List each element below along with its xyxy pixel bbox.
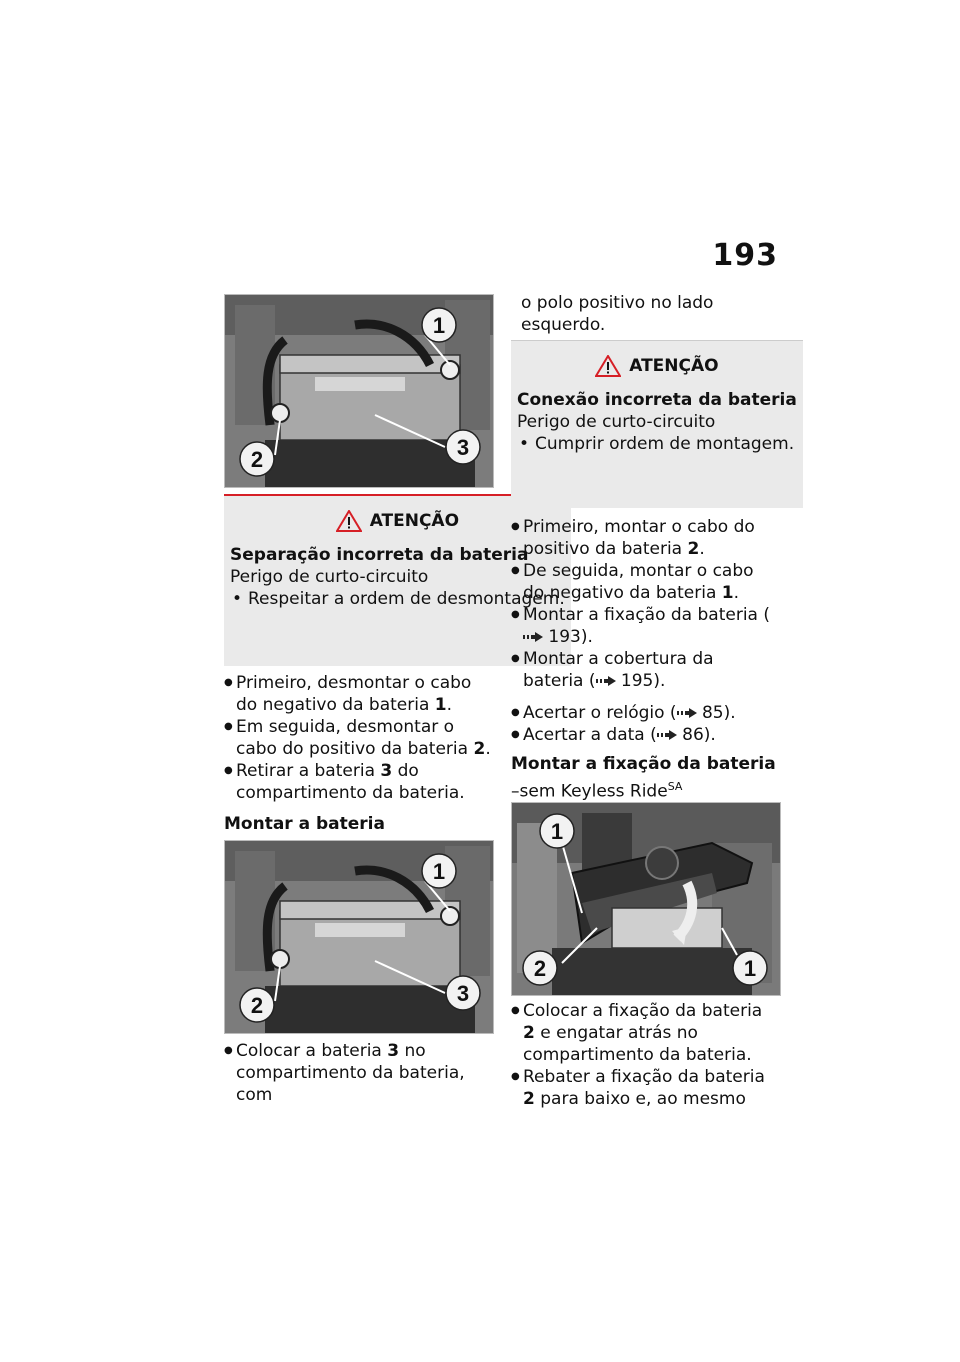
step-ref-number: 2: [473, 739, 486, 759]
page-reference[interactable]: 86).: [682, 725, 716, 745]
step-text: Montar a fixação da bateria: [523, 605, 758, 625]
figure-label: 2: [250, 447, 264, 472]
page-reference[interactable]: 85).: [701, 703, 736, 723]
assembly-steps: [511, 516, 779, 692]
figure-label: 1: [743, 956, 757, 981]
step-end: e engatar atrás no compartimento da bateria.: [523, 1023, 752, 1065]
figure-label: 1: [550, 819, 564, 844]
optional-equipment-badge: SA: [667, 780, 683, 793]
install-step-left: [224, 1040, 492, 1106]
warning-title: Conexão incorreta da bateria: [517, 390, 797, 410]
battery-install-figure: [224, 840, 494, 1034]
list-item: [224, 1040, 492, 1106]
warning-triangle-icon: [595, 355, 621, 377]
bracket-steps: [511, 1000, 779, 1110]
figure-label: 3: [456, 435, 470, 460]
list-item: [511, 1066, 779, 1110]
warning-label: ATENÇÃO: [629, 356, 719, 376]
step-text: De seguida, montar o cabo do negativo da bateria: [523, 561, 754, 603]
step-ref-number: 2: [523, 1089, 535, 1109]
step-ref-number: 2: [687, 539, 700, 559]
reference-arrow-icon: [596, 676, 616, 686]
battery-bracket-figure: [511, 802, 781, 996]
step-text: Rebater a fixação da bateria: [523, 1067, 765, 1087]
list-item: [224, 716, 492, 760]
step-end: do compartimento da bateria.: [236, 761, 465, 803]
step-ref-number: 3: [380, 761, 393, 781]
step-end: .: [699, 539, 705, 559]
reference-arrow-icon: [523, 632, 543, 642]
section-heading-install-battery: Montar a bateria: [224, 814, 385, 834]
warning-action: • Cumprir ordem de montagem.: [517, 433, 797, 455]
list-item: [511, 516, 779, 560]
warning-triangle-icon: [336, 510, 362, 532]
step-ref-number: 3: [387, 1041, 400, 1061]
step-ref-number: 1: [721, 583, 734, 603]
list-item: [511, 1000, 779, 1066]
clock-steps: [511, 702, 779, 746]
warning-action: • Respeitar a ordem de desmontagem.: [230, 588, 565, 610]
section-subheading: [511, 776, 779, 803]
step-text: Em seguida, desmontar o cabo do positivo da bateria: [236, 717, 469, 759]
reference-arrow-icon: [677, 708, 697, 718]
list-item: ● Montar a fixação da bateria ( 193).: [511, 604, 779, 648]
step-text: Colocar a fixação da bateria: [523, 1001, 763, 1021]
continuation-text: o polo positivo no lado esquerdo.: [521, 293, 714, 335]
warning-title: Separação incorreta da bateria: [230, 545, 529, 565]
step-text: Acertar a data (: [523, 725, 657, 745]
step-text: Montar a cobertura da bateria: [523, 649, 714, 691]
step-text: Retirar a bateria: [236, 761, 375, 781]
step-end: no compartimento da bateria, com: [236, 1041, 465, 1105]
list-item: [511, 702, 779, 724]
step-text: Acertar o relógio (: [523, 703, 677, 723]
warning-label: ATENÇÃO: [369, 511, 460, 531]
step-text: Primeiro, desmontar o cabo do negativo da bateria: [236, 673, 472, 715]
step-text: Primeiro, montar o cabo do positivo da bateria: [523, 517, 755, 559]
figure-label: 1: [432, 859, 446, 884]
warning-box-assembly: [511, 340, 803, 508]
warning-header: [517, 355, 797, 377]
section-sub-text: –sem Keyless Ride: [511, 781, 668, 802]
reference-arrow-icon: [657, 730, 677, 740]
page-reference[interactable]: 195).: [620, 671, 666, 691]
disassembly-steps: [224, 672, 492, 804]
figure-label: 2: [533, 956, 547, 981]
figure-label: 1: [432, 313, 446, 338]
page-reference[interactable]: 193).: [548, 627, 593, 647]
page-number: 193: [712, 238, 778, 273]
list-item: [224, 760, 492, 804]
step-ref-number: 2: [523, 1023, 535, 1043]
list-item: [511, 560, 779, 604]
step-ref-number: 1: [434, 695, 447, 715]
step-text: Colocar a bateria: [236, 1041, 382, 1061]
list-item: ● Montar a cobertura da bateria ( 195).: [511, 648, 779, 692]
warning-hazard: Perigo de curto-circuito: [230, 567, 429, 587]
step-end: para baixo e, ao mesmo: [534, 1089, 746, 1109]
section-heading-install-bracket: Montar a fixação da bateria: [511, 754, 776, 774]
step-end: .: [733, 583, 740, 603]
figure-label: 3: [456, 981, 470, 1006]
step-end: .: [485, 739, 491, 759]
list-item: [224, 672, 492, 716]
figure-label: 2: [250, 993, 264, 1018]
warning-hazard: Perigo de curto-circuito: [517, 412, 716, 432]
list-item: [511, 724, 779, 746]
step-end: .: [446, 695, 453, 715]
battery-removal-figure: [224, 294, 494, 488]
